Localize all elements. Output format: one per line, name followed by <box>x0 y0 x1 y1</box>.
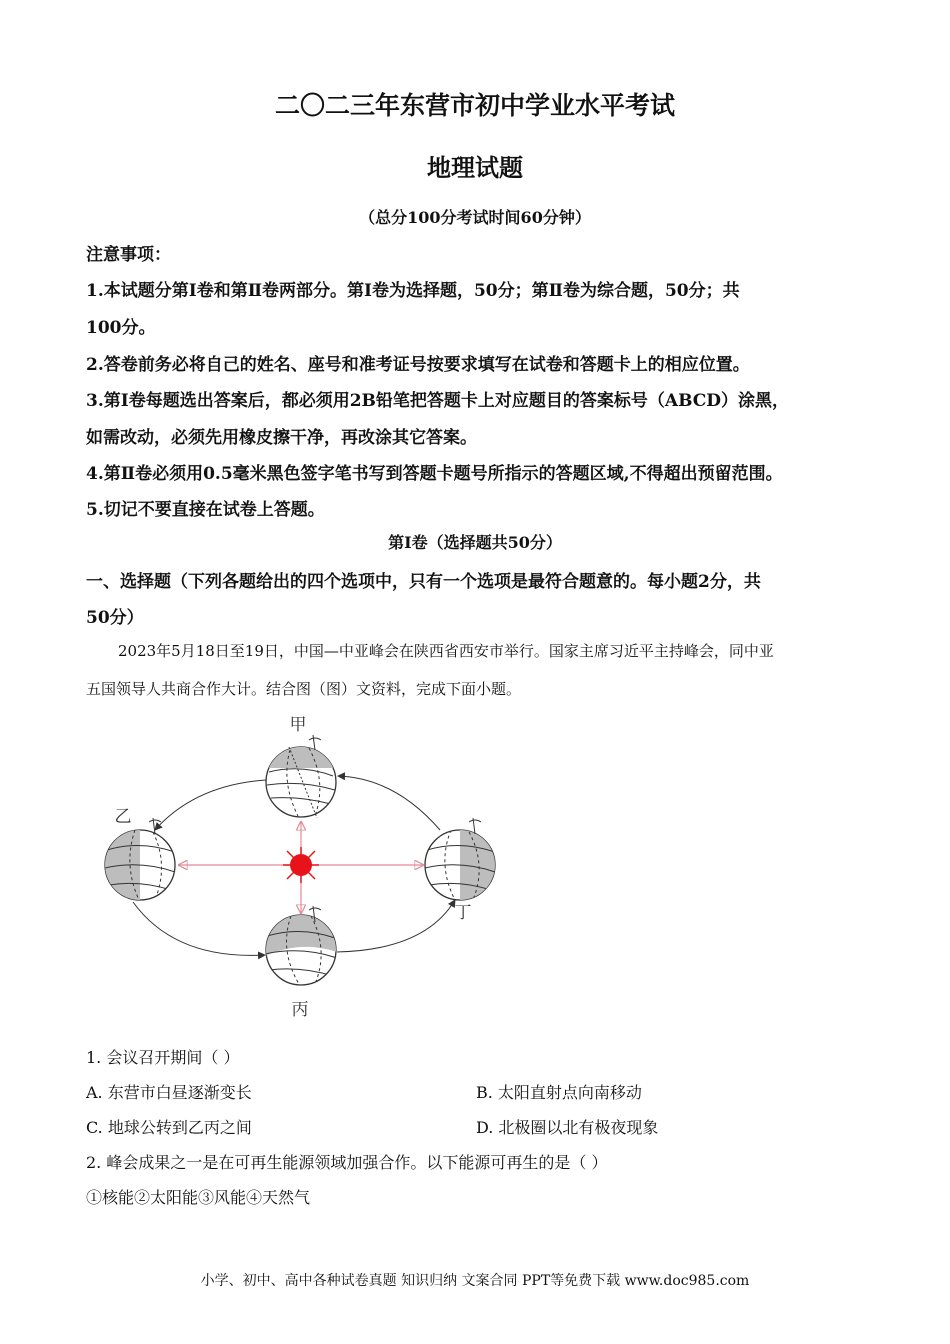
label-bing: 丙 <box>291 1000 309 1020</box>
question-2-stem: 2. 峰会成果之一是在可再生能源领域加强合作。以下能源可再生的是（ ） <box>86 1153 608 1172</box>
notes-heading: 注意事项： <box>86 245 171 265</box>
label-jia: 甲 <box>289 715 307 735</box>
earth-position-jia <box>265 735 337 818</box>
question-1-option-c: C. 地球公转到乙丙之间 <box>86 1118 252 1137</box>
note-line-4: 3.第Ⅰ卷每题选出答案后，都必须用2B铅笔把答题卡上对应题目的答案标号（ABCD）涂黑， <box>86 391 790 411</box>
note-line-6: 4.第Ⅱ卷必须用0.5毫米黑色签字笔书写到答题卡题号所指示的答题区域,不得超出预留范围。 <box>86 464 783 484</box>
page-footer: 小学、初中、高中各种试卷真题 知识归纳 文案合同 PPT等免费下载 www.doc985.com <box>200 1273 750 1289</box>
score-time-info: （总分100分考试时间60分钟） <box>359 208 591 227</box>
earth-position-yi <box>105 818 175 900</box>
question-2-choices: ①核能②太阳能③风能④天然气 <box>86 1188 311 1207</box>
subject-title: 地理试题 <box>427 153 523 182</box>
part-title: 第Ⅰ卷（选择题共50分） <box>388 533 562 552</box>
note-line-5: 如需改动，必须先用橡皮擦干净，再改涂其它答案。 <box>86 428 477 448</box>
sun-icon <box>283 847 319 883</box>
section-instruction-2: 50分） <box>86 608 144 628</box>
note-line-3: 2.答卷前务必将自己的姓名、座号和准考证号按要求填写在试卷和答题卡上的相应位置。 <box>86 355 750 375</box>
question-1-option-a: A. 东营市白昼逐渐变长 <box>86 1083 252 1102</box>
question-1-stem: 1. 会议召开期间（ ） <box>86 1048 240 1067</box>
question-1-option-b: B. 太阳直射点向南移动 <box>476 1083 642 1102</box>
earth-orbit-diagram <box>95 710 515 1030</box>
label-yi: 乙 <box>114 807 132 827</box>
earth-position-bing <box>265 906 337 985</box>
note-line-7: 5.切记不要直接在试卷上答题。 <box>86 500 325 520</box>
question-1-option-d: D. 北极圈以北有极夜现象 <box>476 1118 659 1137</box>
note-line-1: 1.本试题分第Ⅰ卷和第Ⅱ卷两部分。第Ⅰ卷为选择题，50分；第Ⅱ卷为综合题，50分；共 <box>86 281 740 301</box>
note-line-2: 100分。 <box>86 318 156 338</box>
label-ding: 丁 <box>454 903 472 923</box>
section-instruction-1: 一、选择题（下列各题给出的四个选项中，只有一个选项是最符合题意的。每小题2分，共 <box>86 572 761 592</box>
material-line-2: 五国领导人共商合作大计。结合图（图）文资料，完成下面小题。 <box>86 680 522 698</box>
exam-title: 二〇二三年东营市初中学业水平考试 <box>274 91 675 120</box>
earth-position-ding <box>425 818 495 900</box>
material-line-1: 2023年5月18日至19日，中国—中亚峰会在陕西省西安市举行。国家主席习近平主持峰会，同中亚 <box>118 642 774 660</box>
